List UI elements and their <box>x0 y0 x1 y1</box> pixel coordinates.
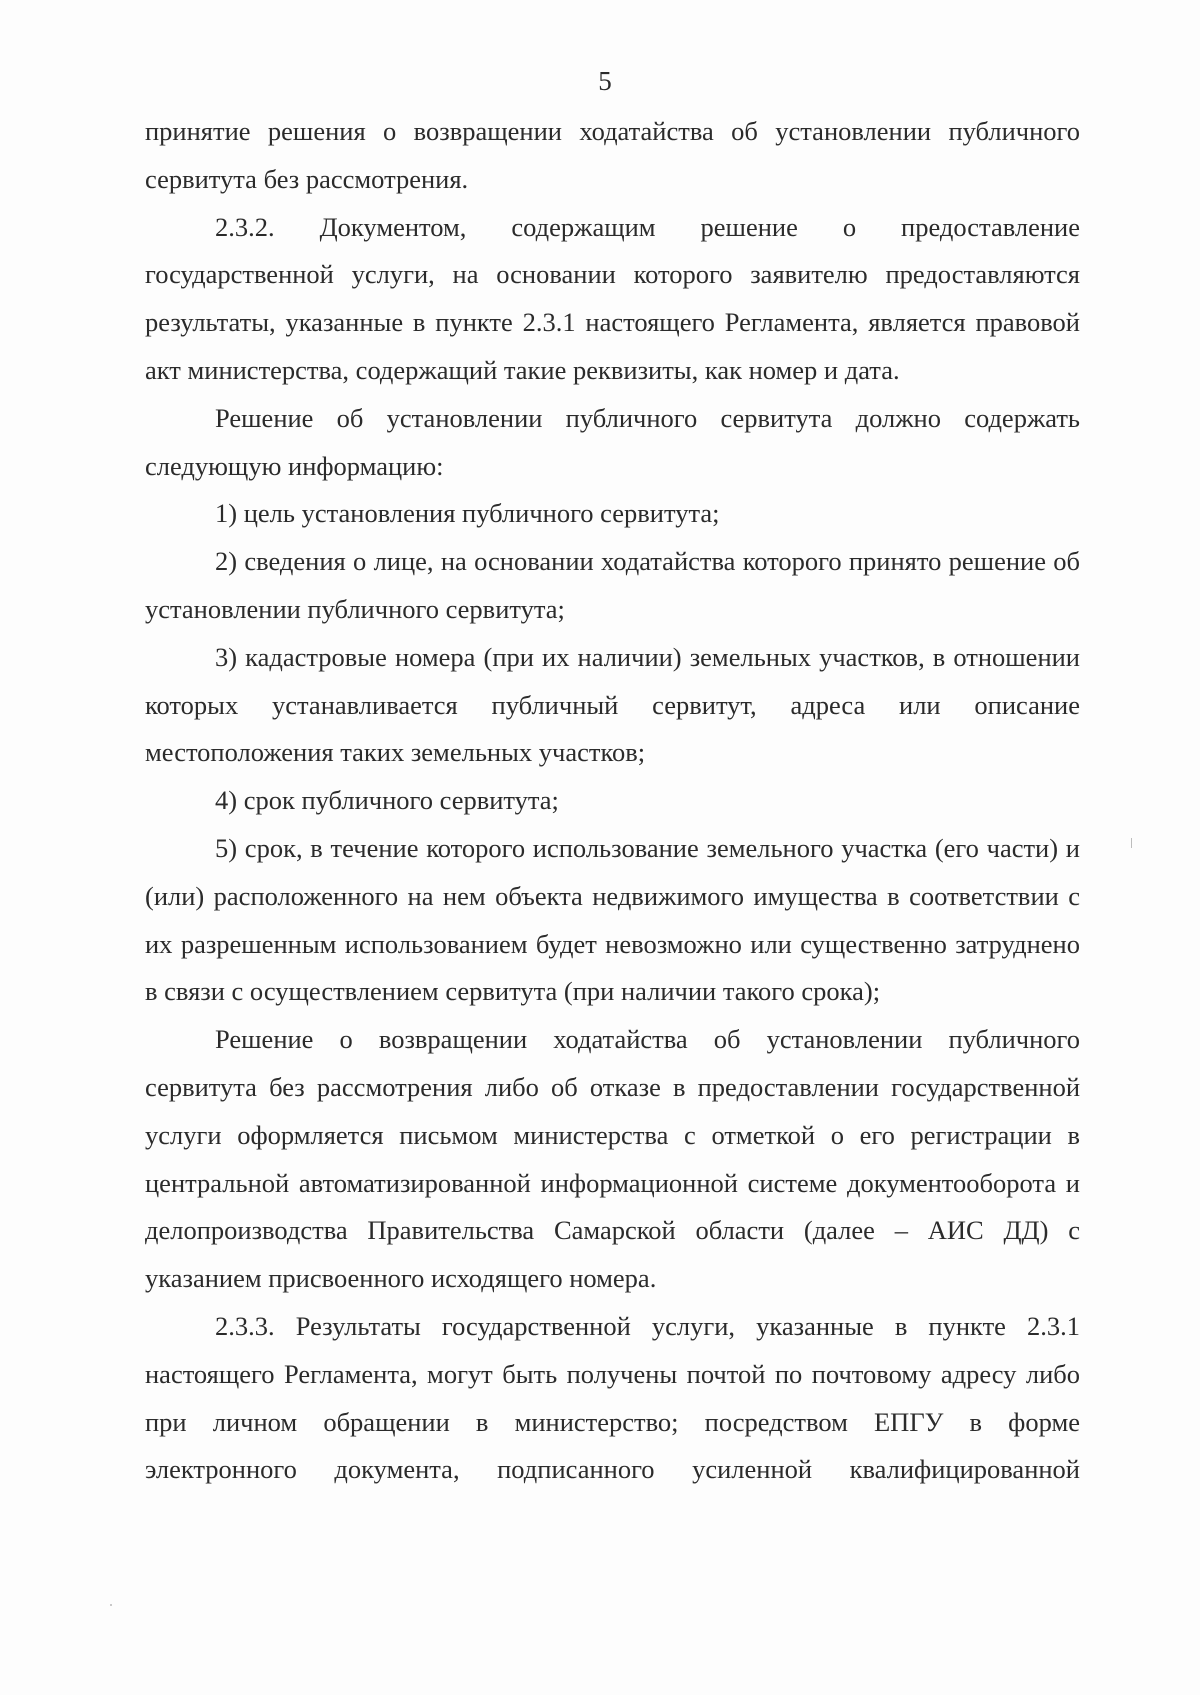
list-item-3: 3) кадастровые номера (при их наличии) земельных участков, в отношении которых устанавливается публичный сервитут, адреса или описание местоположения таких земельных участков; <box>145 641 1080 768</box>
list-item-1: 1) цель установления публичного сервитута; <box>215 498 720 529</box>
paragraph-return-decision-end: принятие решения о возвращении ходатайства об установлении публичного сервитута без рассмотрения. <box>145 116 1080 194</box>
scan-dot <box>110 1604 112 1606</box>
list-item-5: 5) срок, в течение которого использование земельного участка (его части) и (или) расположенного на нем объекта недвижимого имущества в соответствии с их разрешенным использованием будет невозможно или существенно затруднено в связи с осуществлением сервитута (при наличии такого срока); <box>145 832 1080 1007</box>
scan-mark <box>1131 838 1132 848</box>
page-number: 5 <box>598 66 612 96</box>
paragraph-2-3-3: 2.3.3. Результаты государственной услуги, указанные в пункте 2.3.1 настоящего Регламента, могут быть получены почтой по почтовому адресу либо при личном обращении в министерство; посредством ЕПГУ в форме электронного документа, подписанного усиленной квалифицированной <box>145 1310 1080 1485</box>
paragraph-2-3-2: 2.3.2. Документом, содержащим решение о предоставление государственной услуги, на основании которого заявителю предоставляются результаты, указанные в пункте 2.3.1 настоящего Регламента, является правовой акт министерства, содержащий такие реквизиты, как номер и дата. <box>145 211 1080 385</box>
paragraph-return-or-refusal: Решение о возвращении ходатайства об установлении публичного сервитута без рассмотрения либо об отказе в предоставлении государственной услуги оформляется письмом министерства с отметкой о его регистрации в центральной автоматизированной информационной системе документооборота и делопроизводства Правительства Самарской области (далее – АИС ДД) с указанием присвоенного исходящего номера. <box>145 1024 1080 1294</box>
list-item-4: 4) срок публичного сервитута; <box>215 785 559 816</box>
paragraph-decision-content-intro: Решение об установлении публичного сервитута должно содержать следующую информацию: <box>145 402 1080 481</box>
list-item-2: 2) сведения о лице, на основании ходатайства которого принято решение об установлении публичного сервитута; <box>145 546 1080 624</box>
document-body <box>145 108 1080 1494</box>
